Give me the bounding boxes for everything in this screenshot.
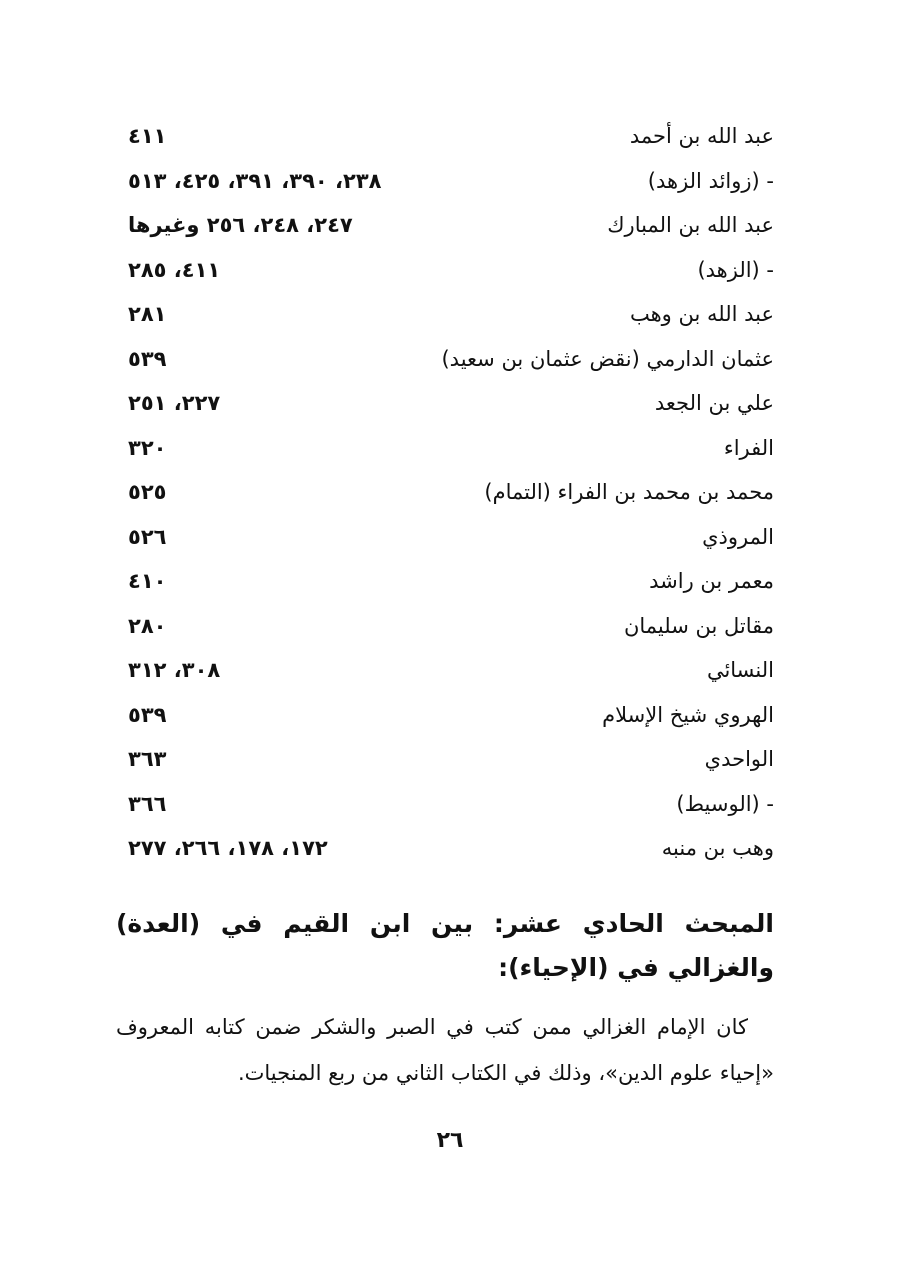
index-row — [128, 292, 774, 337]
index-entry-pages: ٣٠٨، ٣١٢ — [128, 658, 221, 683]
index-entry-name: معمر بن راشد — [649, 569, 774, 594]
index-row — [128, 826, 774, 871]
index-row — [128, 381, 774, 426]
index-entry-name: - (الوسيط) — [676, 791, 774, 816]
index-row — [128, 782, 774, 827]
page-number: ٢٦ — [436, 1128, 464, 1153]
index-entry-pages: ٢٣٨، ٣٩٠، ٣٩١، ٤٢٥، ٥١٣ — [128, 168, 382, 193]
index-entry-name: عبد الله بن أحمد — [629, 124, 774, 149]
index-row — [128, 470, 774, 515]
index-entry-pages: ٥٣٩ — [128, 702, 167, 727]
index-row — [128, 604, 774, 649]
index-entry-name: الفراء — [723, 435, 774, 460]
index-entry-pages: ٣٢٠ — [128, 435, 167, 460]
index-row — [128, 426, 774, 471]
index-entry-pages: ٤١١ — [128, 124, 167, 149]
index-entry-pages: ٢٨١ — [128, 302, 167, 327]
index-entry-name: عثمان الدارمي (نقض عثمان بن سعيد) — [441, 346, 774, 371]
index-row — [128, 693, 774, 738]
index-entry-pages: ٢٢٧، ٢٥١ — [128, 391, 221, 416]
index-entry-pages: ٤١٠ — [128, 569, 167, 594]
index-entry-pages: ٢٨٠ — [128, 613, 167, 638]
index-entry-name: - (زوائد الزهد) — [647, 168, 774, 193]
index-row — [128, 337, 774, 382]
index-entry-pages: ٥٣٩ — [128, 346, 167, 371]
index-list — [128, 114, 774, 871]
index-entry-pages: ٢٤٧، ٢٤٨، ٢٥٦ وغيرها — [128, 213, 353, 238]
index-row — [128, 515, 774, 560]
index-entry-name: - (الزهد) — [697, 257, 774, 282]
index-entry-name: علي بن الجعد — [654, 391, 774, 416]
index-entry-name: وهب بن منبه — [661, 836, 774, 861]
index-entry-name: محمد بن محمد بن الفراء (التمام) — [484, 480, 774, 505]
index-row — [128, 648, 774, 693]
index-entry-name: النسائي — [706, 658, 774, 683]
index-entry-name: مقاتل بن سليمان — [623, 613, 774, 638]
index-entry-name: عبد الله بن المبارك — [607, 213, 774, 238]
index-entry-pages: ٤١١، ٢٨٥ — [128, 257, 221, 282]
index-row — [128, 559, 774, 604]
body-paragraph: كان الإمام الغزالي ممن كتب في الصبر والشكر ضمن كتابه المعروف «إحياء علوم الدين»، وذلك في الكتاب الثاني من ربع المنجيات. — [116, 1015, 774, 1085]
index-entry-name: عبد الله بن وهب — [629, 302, 774, 327]
index-entry-pages: ١٧٢، ١٧٨، ٢٦٦، ٢٧٧ — [128, 836, 328, 861]
index-entry-name: الهروي شيخ الإسلام — [602, 702, 774, 727]
index-row — [128, 203, 774, 248]
index-row — [128, 159, 774, 204]
index-entry-name: الواحدي — [704, 747, 774, 772]
section-heading: المبحث الحادي عشر: بين ابن القيم في (العدة) والغزالي في (الإحياء): — [116, 909, 774, 982]
index-entry-pages: ٣٦٣ — [128, 747, 167, 772]
index-entry-pages: ٣٦٦ — [128, 791, 167, 816]
index-entry-name: المروذي — [702, 524, 774, 549]
index-entry-pages: ٥٢٦ — [128, 524, 167, 549]
index-entry-pages: ٥٢٥ — [128, 480, 167, 505]
index-row — [128, 114, 774, 159]
index-row — [128, 248, 774, 293]
index-row — [128, 737, 774, 782]
